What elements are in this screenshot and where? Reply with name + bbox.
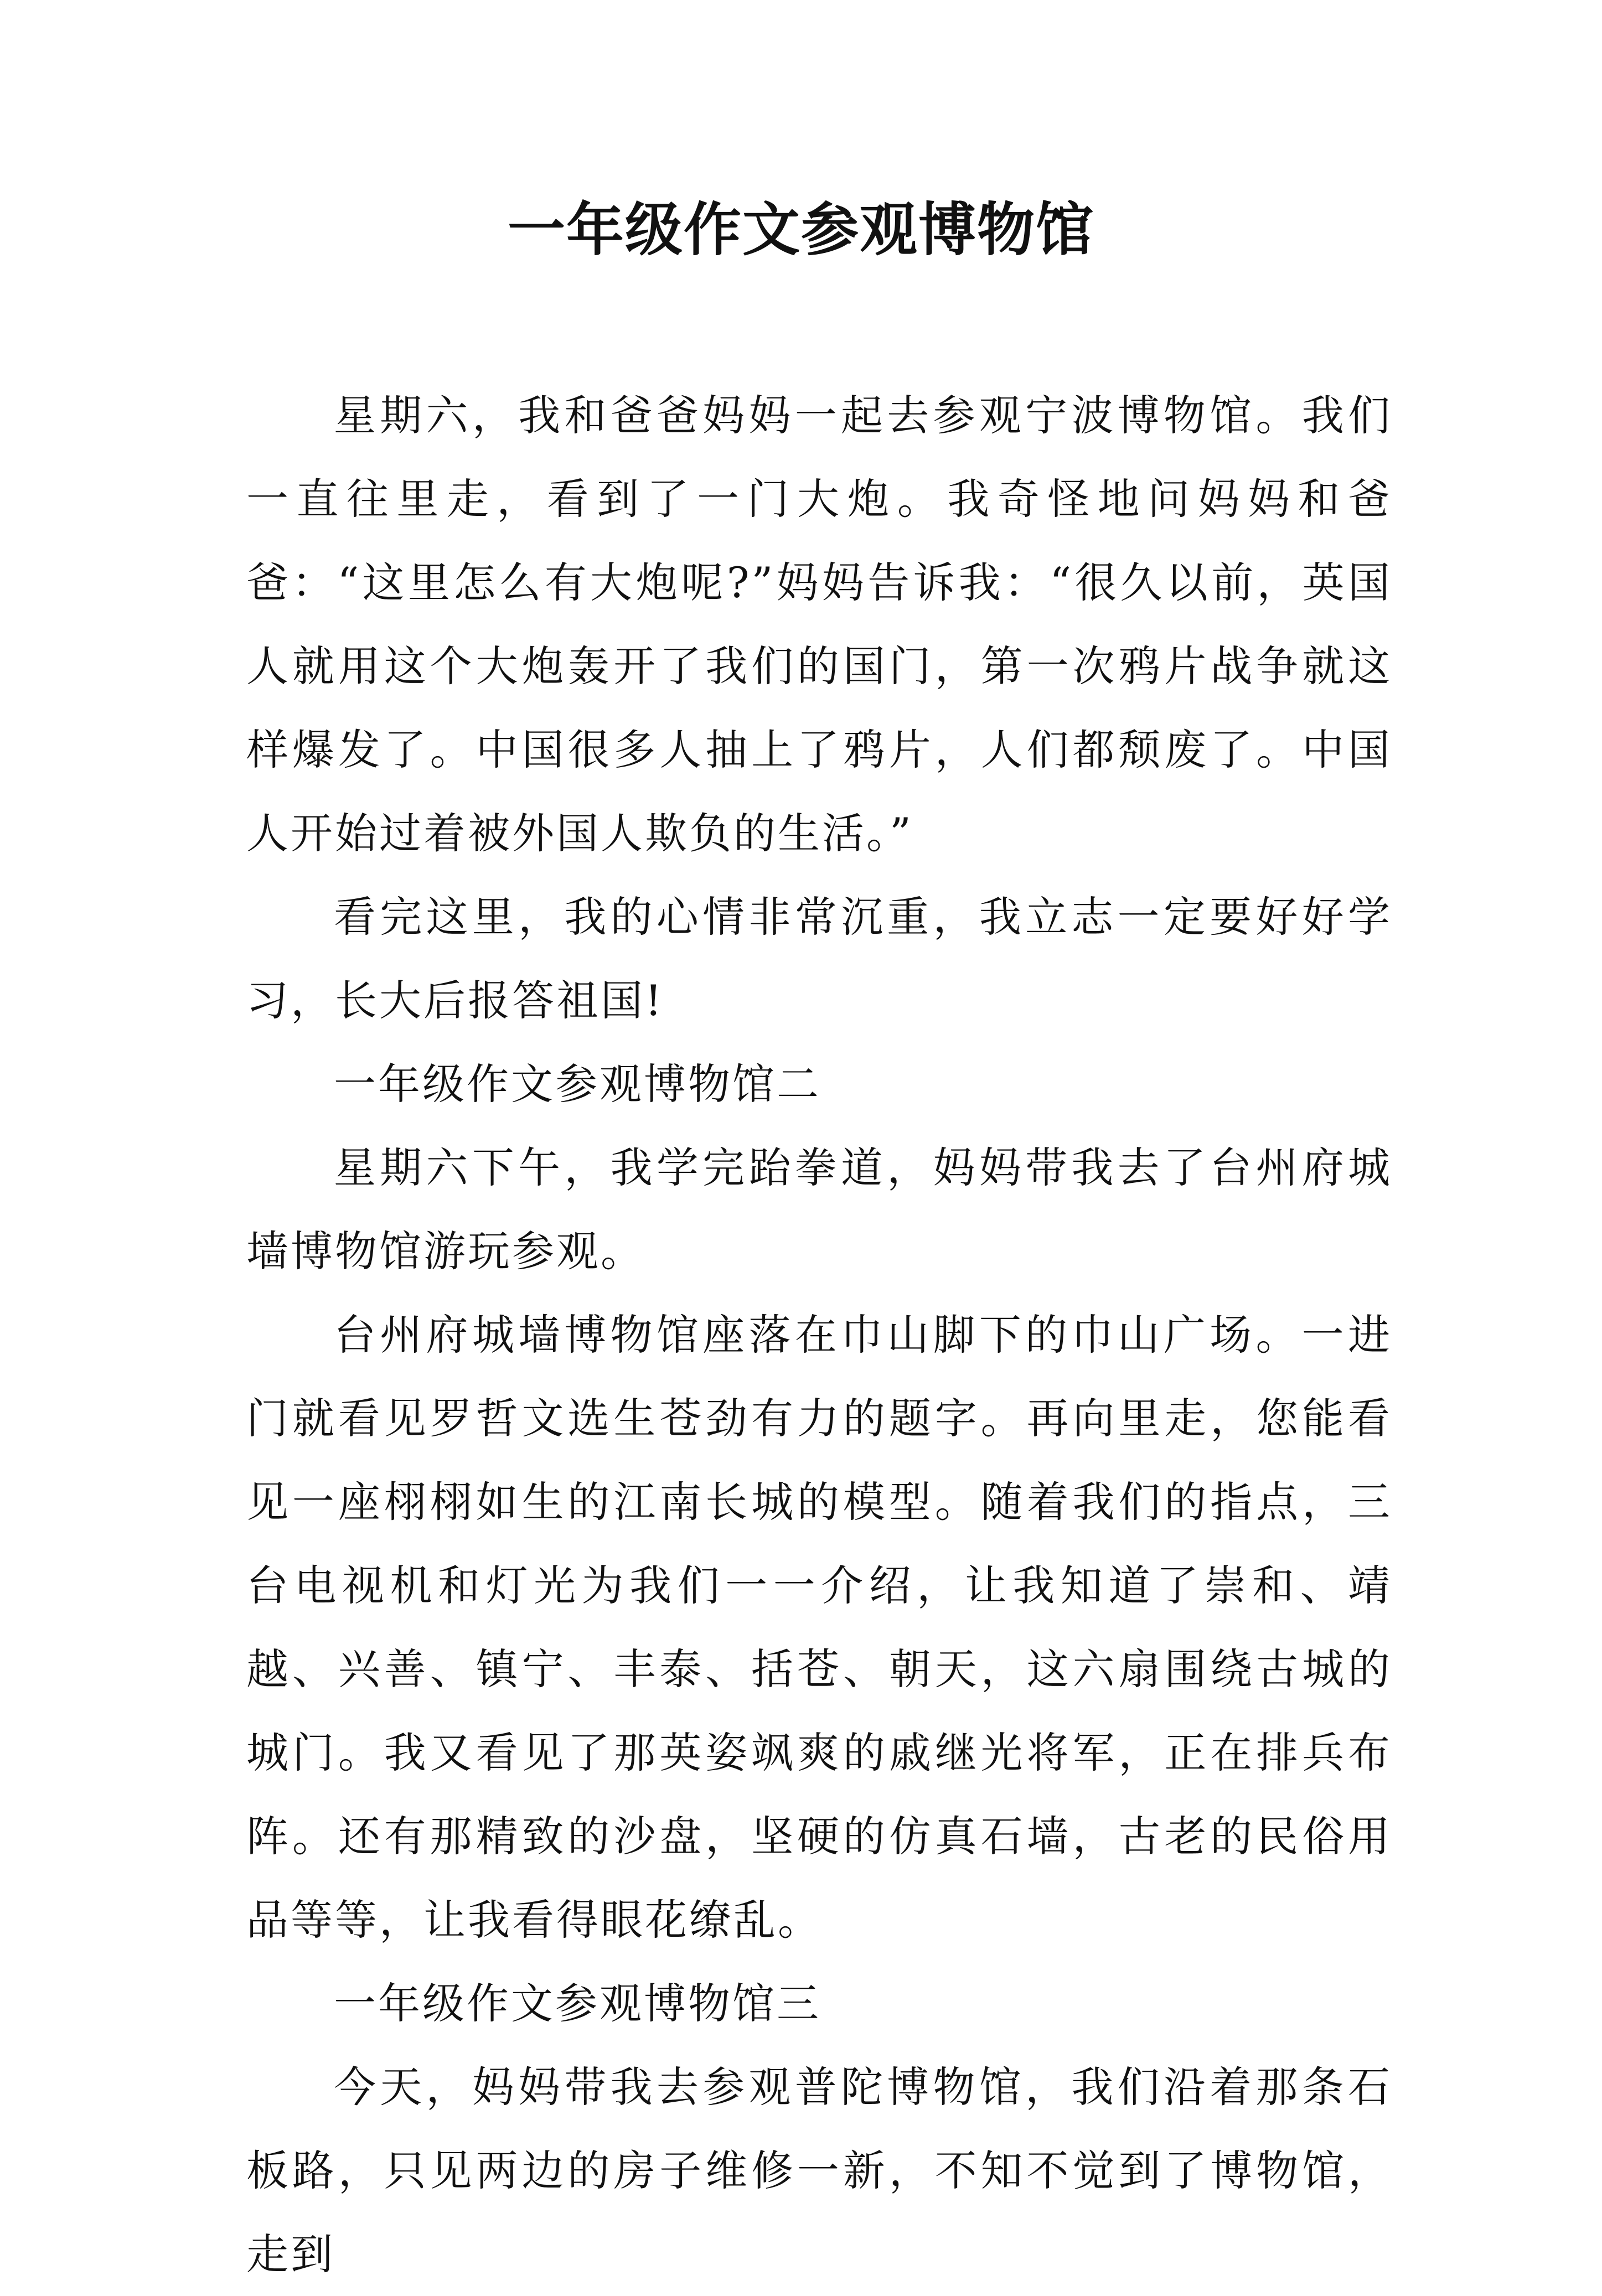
section-heading-2: 一年级作文参观博物馆二 <box>334 1059 821 1109</box>
paragraph-3: 星期六下午，我学完跆拳道，妈妈带我去了台州府城墙博物馆游玩参观。 <box>246 1143 1392 1276</box>
paragraph-4: 台州府城墙博物馆座落在巾山脚下的巾山广场。一进门就看见罗哲文选生苍劲有力的题字。再向里走，您能看见一座栩栩如生的江南长城的模型。随着我们的指点，三台电视机和灯光为我们一一介绍，让我知道了崇和、靖越、兴善、镇宁、丰泰、括苍、朝天，这六扇围绕古城的城门。我又看见了那英姿飒爽的戚继光将军，正在排兵布阵。还有那精致的沙盘，坚硬的仿真石墙，古老的民俗用品等等，让我看得眼花缭乱。 <box>246 1310 1392 1945</box>
paragraph-5: 今天，妈妈带我去参观普陀博物馆，我们沿着那条石板路，只见两边的房子维修一新，不知不觉到了博物馆，走到 <box>246 2062 1392 2279</box>
section-heading-3: 一年级作文参观博物馆三 <box>334 1979 821 2028</box>
document-body <box>246 374 1392 2296</box>
paragraph-2: 看完这里，我的心情非常沉重，我立志一定要好好学习，长大后报答祖国! <box>246 892 1392 1025</box>
document-title: 一年级作文参观博物馆 <box>507 196 1094 263</box>
paragraph-1: 星期六，我和爸爸妈妈一起去参观宁波博物馆。我们一直往里走，看到了一门大炮。我奇怪地问妈妈和爸爸：“这里怎么有大炮呢?”妈妈告诉我：“很久以前，英国人就用这个大炮轰开了我们的国门，第一次鸦片战争就这样爆发了。中国很多人抽上了鸦片，人们都颓废了。中国人开始过着被外国人欺负的生活。” <box>246 391 1392 858</box>
